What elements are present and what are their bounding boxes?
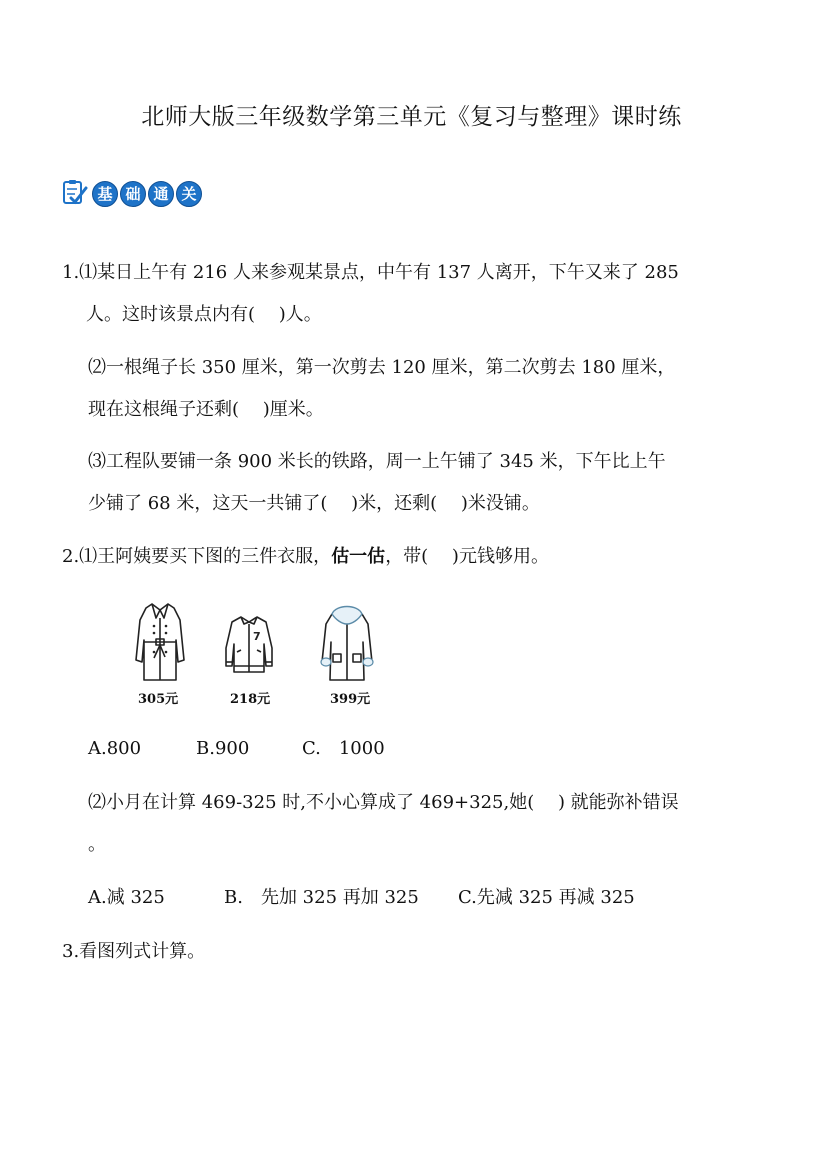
q1-part2-line2: 现在这根绳子还剩( )厘米。 xyxy=(88,399,324,420)
jacket-icon xyxy=(224,630,274,678)
option-c: C.先减 325 再减 325 xyxy=(458,887,635,908)
clothing-item xyxy=(318,602,376,686)
q1-part1-line1: 1.⑴某日上午有 216 人来参观某景点，中午有 137 人离开，下午又来了 285 xyxy=(62,262,679,283)
price-label: 399元 xyxy=(330,692,371,707)
q3-text: 3.看图列式计算。 xyxy=(62,941,206,962)
section-char: 关 xyxy=(176,181,202,207)
option-a: A.减 325 xyxy=(88,887,165,908)
option-b: B.900 xyxy=(196,738,250,759)
price-label: 218元 xyxy=(230,692,271,707)
section-title xyxy=(92,181,202,207)
option-b: B. 先加 325 再加 325 xyxy=(224,887,419,908)
page-title: 北师大版三年级数学第三单元《复习与整理》课时练 xyxy=(141,104,682,130)
option-a: A.800 xyxy=(88,738,142,759)
svg-text:7: 7 xyxy=(253,630,261,643)
option-c: C. 1000 xyxy=(302,738,385,759)
clothing-item xyxy=(134,600,186,686)
q1-part3-line2: 少铺了 68 米，这天一共铺了( )米，还剩( )米没铺。 xyxy=(88,493,540,514)
section-badge xyxy=(62,179,202,209)
trench-coat-icon xyxy=(134,667,186,686)
section-char: 础 xyxy=(120,181,146,207)
q1-part2-line1: ⑵一根绳子长 350 厘米，第一次剪去 120 厘米，第二次剪去 180 厘米， xyxy=(88,357,676,378)
section-char: 基 xyxy=(92,181,118,207)
q1-part3-line1: ⑶工程队要铺一条 900 米长的铁路，周一上午铺了 345 米，下午比上午 xyxy=(88,451,666,472)
q1-part1-line2: 人。这时该景点内有( )人。 xyxy=(86,304,322,325)
price-label: 305元 xyxy=(138,692,179,707)
q2-part2-line2: 。 xyxy=(88,834,106,855)
fur-coat-icon xyxy=(318,667,376,686)
clothing-item xyxy=(224,614,274,678)
checklist-icon xyxy=(62,178,88,210)
q2-part2-line1: ⑵小月在计算 469-325 时,不小心算成了 469+325,她( ) 就能弥补错误 xyxy=(88,792,679,813)
q2-part1-text: 2.⑴王阿姨要买下图的三件衣服，估一估，带( )元钱够用。 xyxy=(62,546,549,567)
emphasis-text: 估一估 xyxy=(331,546,386,567)
section-char: 通 xyxy=(148,181,174,207)
